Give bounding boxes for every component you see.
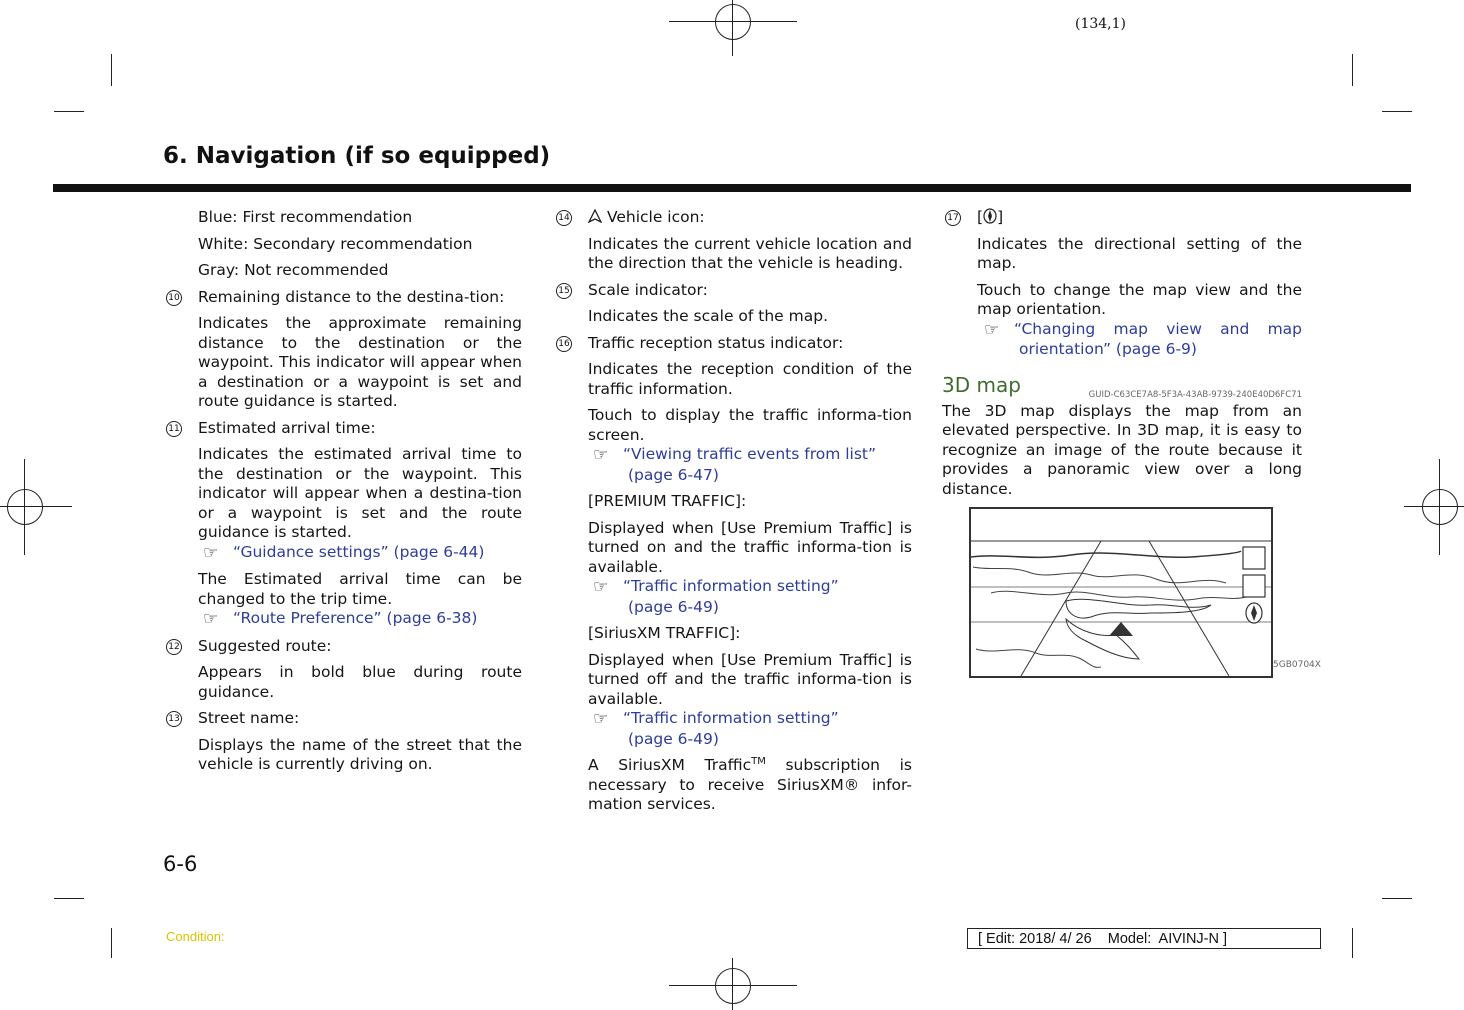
- section-heading: 3D map: [942, 372, 1021, 397]
- right-column: [942, 208, 1302, 499]
- item-title: Suggested route:: [198, 636, 332, 655]
- pointing-hand-icon: ☞: [984, 319, 1000, 340]
- page-reference: (134,1): [1075, 16, 1127, 32]
- callout-number: 11: [166, 421, 182, 437]
- item-body: Indicates the scale of the map.: [588, 307, 829, 325]
- link-text[interactable]: (page 6-47): [628, 465, 719, 484]
- item-body: Indicates the directional setting of the map.: [977, 234, 1302, 272]
- callout-number: 15: [556, 283, 572, 299]
- item-title: Vehicle icon:: [606, 208, 705, 226]
- item-body: Touch to display the traffic informa-tion screen.: [588, 406, 912, 444]
- route-color-gray: Gray: Not recommended: [198, 261, 389, 279]
- cross-reference-link[interactable]: [593, 577, 912, 598]
- cross-reference-link[interactable]: [984, 320, 1302, 341]
- section-heading-row: [942, 372, 1302, 402]
- link-text[interactable]: (page 6-49): [628, 597, 719, 616]
- item-body: Displayed when [Use Premium Traffic] is turned on and the traffic informa-tion is available.: [588, 518, 912, 576]
- item-traffic-status: [558, 333, 912, 354]
- registration-mark-left: [5, 487, 45, 527]
- pointing-hand-icon: ☞: [203, 542, 219, 563]
- registration-mark-top: [713, 2, 753, 42]
- crop-mark: [54, 898, 84, 899]
- cross-reference-link[interactable]: [203, 543, 522, 564]
- registration-mark-right: [1420, 487, 1460, 527]
- crop-mark: [54, 111, 84, 112]
- callout-number: 10: [166, 290, 182, 306]
- page-number: 6-6: [163, 852, 198, 876]
- link-text[interactable]: orientation” (page 6-9): [1019, 340, 1197, 358]
- pointing-hand-icon: ☞: [593, 709, 609, 729]
- route-color-white: White: Secondary recommendation: [198, 234, 473, 253]
- edit-info-box: [ Edit: 2018/ 4/ 26 Model: AIVINJ-N ]: [967, 928, 1321, 949]
- callout-number: 13: [166, 711, 182, 727]
- header-rule: [53, 184, 1411, 192]
- link-text[interactable]: “Traffic information setting”: [623, 709, 839, 727]
- chapter-title: 6. Navigation (if so equipped): [163, 143, 551, 169]
- item-body: Indicates the current vehicle location and the direction that the vehicle is heading.: [588, 234, 912, 272]
- middle-column: [553, 208, 912, 815]
- pointing-hand-icon: ☞: [593, 577, 609, 597]
- subscription-note: A SiriusXM Traffic™ subscription is necessary to receive SiriusXM® infor-mation services.: [588, 755, 912, 813]
- link-text[interactable]: “Traffic information setting”: [623, 577, 839, 595]
- item-body: Appears in bold blue during route guidance.: [198, 663, 522, 701]
- item-body: Indicates the estimated arrival time to the destination or the waypoint. This indicator will appear when a destina-tion or a waypoint is set and the route guidance is started.: [198, 445, 522, 541]
- item-title: Remaining distance to the destina-tion:: [198, 287, 505, 306]
- registration-mark-bottom: [713, 966, 753, 1006]
- item-title: Estimated arrival time:: [198, 418, 376, 437]
- link-text[interactable]: “Viewing traffic events from list”: [623, 445, 877, 463]
- callout-number: 12: [166, 639, 182, 655]
- item-body: Displayed when [Use Premium Traffic] is turned off and the traffic informa-tion is available.: [588, 650, 912, 708]
- vehicle-arrow-icon: [588, 209, 602, 223]
- item-title: Street name:: [198, 709, 300, 727]
- item-scale-indicator: [558, 280, 912, 301]
- item-vehicle-icon: [558, 208, 912, 228]
- link-text[interactable]: (page 6-49): [628, 729, 719, 748]
- compass-icon: [983, 208, 997, 224]
- 3d-map-illustration: [971, 509, 1271, 676]
- cross-reference-link[interactable]: [593, 709, 912, 730]
- item-title: Traffic reception status indicator:: [588, 333, 844, 352]
- callout-number: 14: [556, 210, 572, 226]
- crop-mark: [1382, 111, 1412, 112]
- link-text[interactable]: “Changing map view and map: [1014, 319, 1302, 338]
- condition-label: Condition:: [166, 929, 225, 944]
- link-text[interactable]: “Route Preference” (page 6-38): [233, 609, 478, 627]
- pointing-hand-icon: ☞: [203, 609, 219, 629]
- item-suggested-route: [168, 636, 522, 657]
- crop-mark: [111, 54, 112, 86]
- siriusxm-traffic-label: [SiriusXM TRAFFIC]:: [588, 624, 741, 642]
- route-color-blue: Blue: First recommendation: [198, 208, 413, 226]
- item-estimated-arrival: [168, 418, 522, 439]
- item-body: Touch to change the map view and the map orientation.: [977, 280, 1302, 318]
- item-body: Displays the name of the street that the vehicle is currently driving on.: [198, 735, 522, 773]
- crop-mark: [1352, 928, 1353, 958]
- item-body: Indicates the reception condition of the traffic information.: [588, 360, 912, 398]
- cross-reference-link[interactable]: [593, 445, 912, 466]
- crop-mark: [1382, 898, 1412, 899]
- item-street-name: [168, 709, 522, 729]
- figure-caption: 5GB0704X: [1273, 660, 1321, 670]
- item-direction-setting: 17 [ ]: [977, 208, 1302, 228]
- cross-reference-link[interactable]: [203, 609, 522, 630]
- item-title: Scale indicator:: [588, 280, 708, 299]
- item-body: Indicates the approximate remaining distance to the destination or the waypoint. This indicator will appear when a destination or a waypoint is set and route guidance is started.: [198, 314, 522, 410]
- pointing-hand-icon: ☞: [593, 445, 609, 465]
- guid-label: GUID-C63CE7A8-5F3A-43AB-9739-240E40D6FC71: [1088, 389, 1302, 400]
- left-column: [163, 208, 522, 775]
- crop-mark: [111, 928, 112, 958]
- 3d-map-figure: [969, 507, 1273, 678]
- callout-number: 17: [945, 210, 961, 226]
- crop-mark: [1352, 54, 1353, 86]
- premium-traffic-label: [PREMIUM TRAFFIC]:: [588, 492, 747, 510]
- callout-number: 16: [556, 336, 572, 352]
- item-note: The Estimated arrival time can be changed to the trip time.: [198, 570, 522, 608]
- section-body: The 3D map displays the map from an elevated perspective. In 3D map, it is easy to recognize an image of the route because it provides a panoramic view over a long distance.: [942, 401, 1302, 498]
- link-text[interactable]: “Guidance settings” (page 6-44): [233, 542, 485, 561]
- item-remaining-distance: [168, 287, 522, 308]
